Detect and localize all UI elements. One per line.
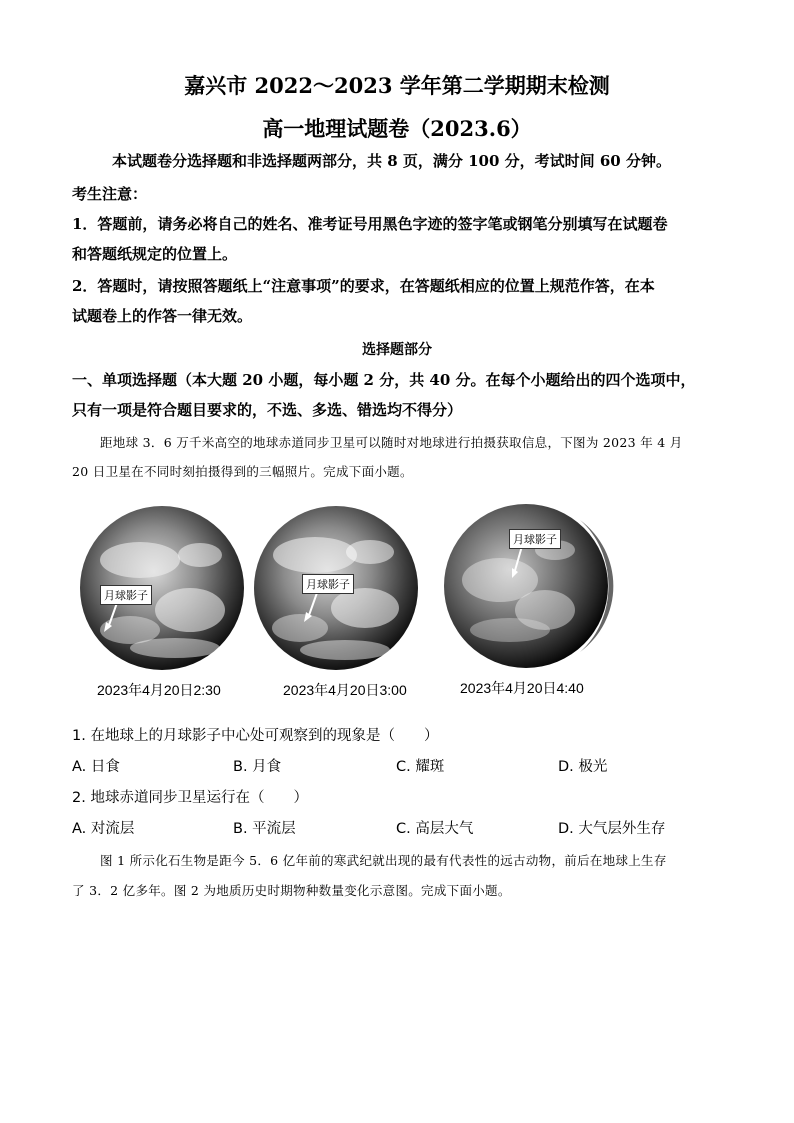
question-1-option-b: B. 月食	[233, 759, 282, 775]
section-heading-line-1: 一、单项选择题（本大题 20 小题，每小题 2 分，共 40 分。在每个小题给出的四个选项中，	[72, 371, 696, 389]
satellite-figure	[0, 500, 794, 710]
exam-summary: 本试题卷分选择题和非选择题两部分，共 8 页，满分 100 分，考试时间 60 分钟。	[112, 152, 671, 170]
passage-1-line-1: 距地球 3．6 万千米高空的地球赤道同步卫星可以随时对地球进行拍摄获取信息，下图为 2023 年 4 月	[100, 435, 683, 450]
part-title: 选择题部分	[362, 342, 432, 358]
globe-2-caption: 2023年4月20日3:00	[283, 682, 407, 698]
passage-2-line-2: 了 3．2 亿多年。图 2 为地质历史时期物种数量变化示意图。完成下面小题。	[72, 883, 511, 898]
note-2-line-2: 试题卷上的作答一律无效。	[72, 307, 253, 325]
globe-3-shadow-label: 月球影子	[509, 529, 561, 549]
question-1-stem: 1. 在地球上的月球影子中心处可观察到的现象是（ ）	[72, 728, 439, 744]
notice-heading: 考生注意：	[72, 185, 148, 203]
question-2-option-c: C. 高层大气	[396, 821, 474, 837]
question-2-option-b: B. 平流层	[233, 821, 296, 837]
question-1-option-c: C. 耀斑	[396, 759, 445, 775]
question-1-option-a: A. 日食	[72, 759, 120, 775]
note-1-line-1: 1．答题前，请务必将自己的姓名、准考证号用黑色字迹的签字笔或钢笔分别填写在试题卷	[72, 215, 668, 233]
section-heading-line-2: 只有一项是符合题目要求的，不选、多选、错选均不得分）	[72, 401, 463, 419]
passage-1-line-2: 20 日卫星在不同时刻拍摄得到的三幅照片。完成下面小题。	[72, 464, 413, 479]
globe-3-caption: 2023年4月20日4:40	[460, 680, 584, 696]
globe-1-caption: 2023年4月20日2:30	[97, 682, 221, 698]
question-2-stem: 2. 地球赤道同步卫星运行在（ ）	[72, 790, 308, 806]
question-1-option-d: D. 极光	[558, 759, 608, 775]
exam-subtitle: 高一地理试题卷（2023.6）	[262, 116, 532, 141]
globe-1-shadow-label: 月球影子	[100, 585, 152, 605]
note-1-line-2: 和答题纸规定的位置上。	[72, 245, 238, 263]
note-2-line-1: 2．答题时，请按照答题纸上“注意事项”的要求，在答题纸相应的位置上规范作答，在本	[72, 277, 655, 295]
exam-title: 嘉兴市 2022～2023 学年第二学期期末检测	[184, 73, 610, 98]
globe-2-shadow-label: 月球影子	[302, 574, 354, 594]
question-2-option-a: A. 对流层	[72, 821, 135, 837]
question-2-option-d: D. 大气层外生存	[558, 821, 666, 837]
passage-2-line-1: 图 1 所示化石生物是距今 5．6 亿年前的寒武纪就出现的最有代表性的远古动物，前后在地球上生存	[100, 853, 667, 868]
